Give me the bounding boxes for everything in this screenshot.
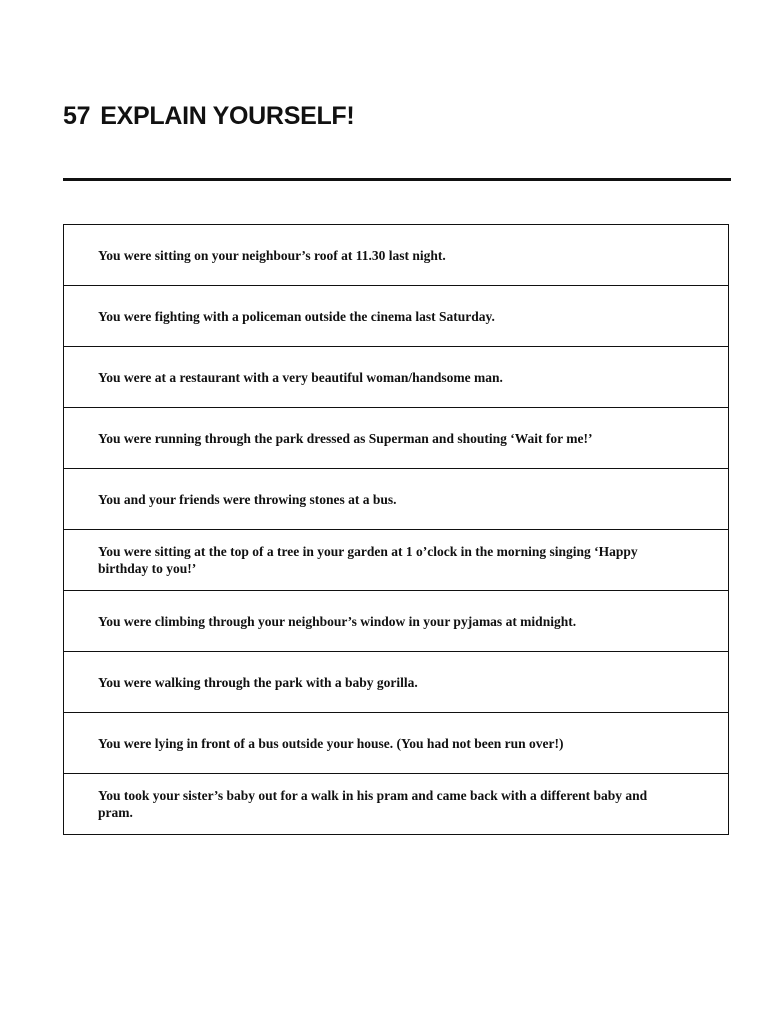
situation-card-text: You were running through the park dressed as Superman and shouting ‘Wait for me!’ [98,430,593,446]
situation-card-text: You were fighting with a policeman outside the cinema last Saturday. [98,308,495,324]
situation-card-text: You took your sister’s baby out for a walk in his pram and came back with a different baby and pram. [98,788,648,820]
situation-card [64,225,728,286]
activity-number: 57 [63,102,91,130]
page-title [63,104,354,129]
situation-card-text: You were at a restaurant with a very beautiful woman/handsome man. [98,369,503,385]
situation-card [64,530,728,591]
situation-card-text: You were sitting at the top of a tree in your garden at 1 o’clock in the morning singing ‘Happy birthday to you!’ [98,544,638,576]
situation-card [64,347,728,408]
situation-card-text: You were walking through the park with a baby gorilla. [98,674,418,690]
situation-cards-table [63,224,729,835]
situation-card [64,652,728,713]
title-divider [63,178,731,181]
situation-card-text: You were sitting on your neighbour’s roof at 11.30 last night. [98,247,446,263]
situation-card [64,469,728,530]
situation-card [64,286,728,347]
situation-card [64,591,728,652]
situation-card-text: You were lying in front of a bus outside your house. (You had not been run over!) [98,735,564,751]
situation-card-text: You and your friends were throwing stones at a bus. [98,491,397,507]
activity-title: EXPLAIN YOURSELF! [100,102,355,130]
situation-card-text: You were climbing through your neighbour’s window in your pyjamas at midnight. [98,613,577,629]
situation-card [64,774,728,834]
situation-card [64,408,728,469]
situation-card [64,713,728,774]
